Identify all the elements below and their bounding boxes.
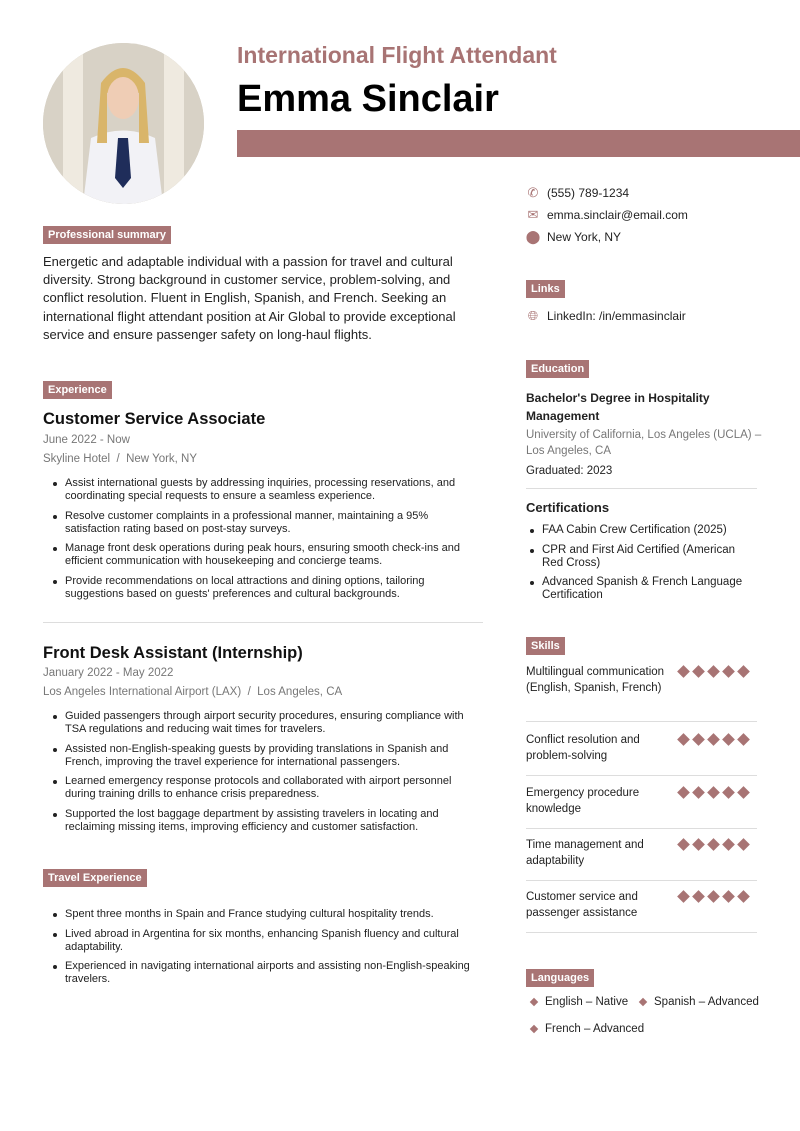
rating-diamond-icon [707, 838, 720, 851]
linkedin-link[interactable] [526, 309, 686, 323]
rating-diamond-icon [722, 838, 735, 851]
skill-row [526, 664, 757, 722]
list-item: Lived abroad in Argentina for six months, enhancing Spanish fluency and cultural adaptability. [51, 928, 483, 954]
travel-bullets [51, 908, 483, 993]
skill-row [526, 837, 757, 881]
rating-diamond-icon [692, 890, 705, 903]
list-item: CPR and First Aid Certified (American Red Cross) [528, 544, 756, 570]
rating-diamond-icon [677, 665, 690, 678]
skill-rating [678, 734, 749, 745]
job-bullets [51, 710, 483, 840]
rating-diamond-icon [692, 733, 705, 746]
skill-name: Customer service and passenger assistance [526, 891, 638, 919]
skill-rating [678, 666, 749, 677]
section-summary-heading: Professional summary [43, 226, 171, 244]
language-item [531, 1023, 644, 1035]
diamond-bullet-icon [530, 998, 538, 1006]
location-pin-icon: ⬤ [525, 229, 541, 244]
contact-phone [526, 186, 629, 200]
job-title: Customer Service Associate [43, 410, 266, 428]
skill-rating [678, 839, 749, 850]
job-company: Los Angeles International Airport (LAX) / Los Angeles, CA [43, 686, 343, 698]
section-travel-heading: Travel Experience [43, 869, 147, 887]
rating-diamond-icon [677, 733, 690, 746]
certifications-list [528, 524, 756, 609]
section-experience-heading: Experience [43, 381, 112, 399]
email-icon: ✉ [527, 207, 539, 222]
divider [526, 488, 757, 489]
diamond-bullet-icon [530, 1025, 538, 1033]
list-item: Advanced Spanish & French Language Certification [528, 576, 756, 602]
phone-text: (555) 789-1234 [547, 186, 630, 200]
globe-icon: 🌐︎ [527, 308, 539, 323]
job-bullets [51, 477, 483, 607]
skill-name: Multilingual communication (English, Spanish, French) [526, 666, 665, 694]
list-item: Resolve customer complaints in a professional manner, maintaining a 95% satisfaction rating based on post-stay surveys. [51, 510, 483, 536]
linkedin-text[interactable]: LinkedIn: /in/emmasinclair [547, 309, 686, 323]
skill-row [526, 785, 757, 829]
rating-diamond-icon [707, 786, 720, 799]
job-dates: January 2022 - May 2022 [43, 667, 174, 679]
degree: Bachelor's Degree in Hospitality Management [526, 391, 710, 423]
language-item [640, 996, 759, 1008]
rating-diamond-icon [707, 733, 720, 746]
skill-name: Emergency procedure knowledge [526, 787, 640, 815]
rating-diamond-icon [722, 665, 735, 678]
rating-diamond-icon [692, 786, 705, 799]
language-item [531, 996, 628, 1008]
rating-diamond-icon [677, 786, 690, 799]
list-item: FAA Cabin Crew Certification (2025) [528, 524, 756, 537]
rating-diamond-icon [722, 733, 735, 746]
list-item: Spent three months in Spain and France studying cultural hospitality trends. [51, 908, 483, 921]
language-text: Spanish – Advanced [654, 996, 759, 1008]
job-title: Front Desk Assistant (Internship) [43, 644, 303, 662]
rating-diamond-icon [677, 838, 690, 851]
section-education-heading: Education [526, 360, 589, 378]
phone-icon: ✆ [527, 185, 539, 200]
rating-diamond-icon [737, 890, 750, 903]
list-item: Supported the lost baggage department by assisting travelers in locating and reclaiming missing items, improving efficiency and customer satisfaction. [51, 808, 483, 834]
section-skills-heading: Skills [526, 637, 565, 655]
job-dates: June 2022 - Now [43, 434, 130, 446]
rating-diamond-icon [737, 665, 750, 678]
skill-row [526, 889, 757, 933]
rating-diamond-icon [677, 890, 690, 903]
certifications-heading: Certifications [526, 500, 610, 515]
candidate-name: Emma Sinclair [237, 78, 499, 120]
skill-name: Conflict resolution and problem-solving [526, 734, 640, 762]
contact-email[interactable] [526, 208, 688, 222]
list-item: Assisted non-English-speaking guests by providing translations in Spanish and French, improving the travel experience for international passengers. [51, 743, 483, 769]
list-item: Assist international guests by addressing inquiries, processing reservations, and coordinating special requests to ensure a seamless experience. [51, 477, 483, 503]
rating-diamond-icon [692, 838, 705, 851]
rating-diamond-icon [722, 890, 735, 903]
graduated: Graduated: 2023 [526, 465, 613, 477]
list-item: Learned emergency response protocols and collaborated with airport personnel during training drills to enhance crisis preparedness. [51, 775, 483, 801]
profile-photo [43, 43, 204, 204]
job-company: Skyline Hotel / New York, NY [43, 453, 198, 465]
skill-name: Time management and adaptability [526, 839, 644, 867]
skill-rating [678, 891, 749, 902]
accent-bar [237, 130, 800, 157]
list-item: Guided passengers through airport security procedures, ensuring compliance with TSA regulations and reducing wait times for travelers. [51, 710, 483, 736]
summary-text: Energetic and adaptable individual with a passion for travel and cultural diversity. Strong background in customer service, problem-solving, and conflict resolution. Fluent in English, Spanish, and French. Seeking an international flight attendant position at Air Global to provide exceptional service and ensure passenger safety on long-haul flights. [43, 254, 456, 342]
section-languages-heading: Languages [526, 969, 594, 987]
rating-diamond-icon [737, 733, 750, 746]
section-links-heading: Links [526, 280, 565, 298]
contact-location [526, 230, 621, 244]
rating-diamond-icon [722, 786, 735, 799]
divider [43, 622, 483, 623]
email-text[interactable]: emma.sinclair@email.com [547, 208, 688, 222]
skill-rating [678, 787, 749, 798]
list-item: Provide recommendations on local attractions and dining options, tailoring suggestions based on guests' preferences and cultural backgrounds. [51, 575, 483, 601]
list-item: Manage front desk operations during peak hours, ensuring smooth check-ins and efficient communication with housekeeping and concierge teams. [51, 542, 483, 568]
school: University of California, Los Angeles (UCLA) – Los Angeles, CA [526, 429, 762, 457]
rating-diamond-icon [737, 786, 750, 799]
skill-row [526, 732, 757, 776]
diamond-bullet-icon [639, 998, 647, 1006]
rating-diamond-icon [737, 838, 750, 851]
language-text: English – Native [545, 996, 629, 1008]
job-subtitle: International Flight Attendant [237, 42, 557, 68]
rating-diamond-icon [707, 890, 720, 903]
location-text: New York, NY [547, 230, 622, 244]
list-item: Experienced in navigating international airports and assisting non-English-speaking travelers. [51, 960, 483, 986]
rating-diamond-icon [707, 665, 720, 678]
rating-diamond-icon [692, 665, 705, 678]
language-text: French – Advanced [545, 1023, 645, 1035]
